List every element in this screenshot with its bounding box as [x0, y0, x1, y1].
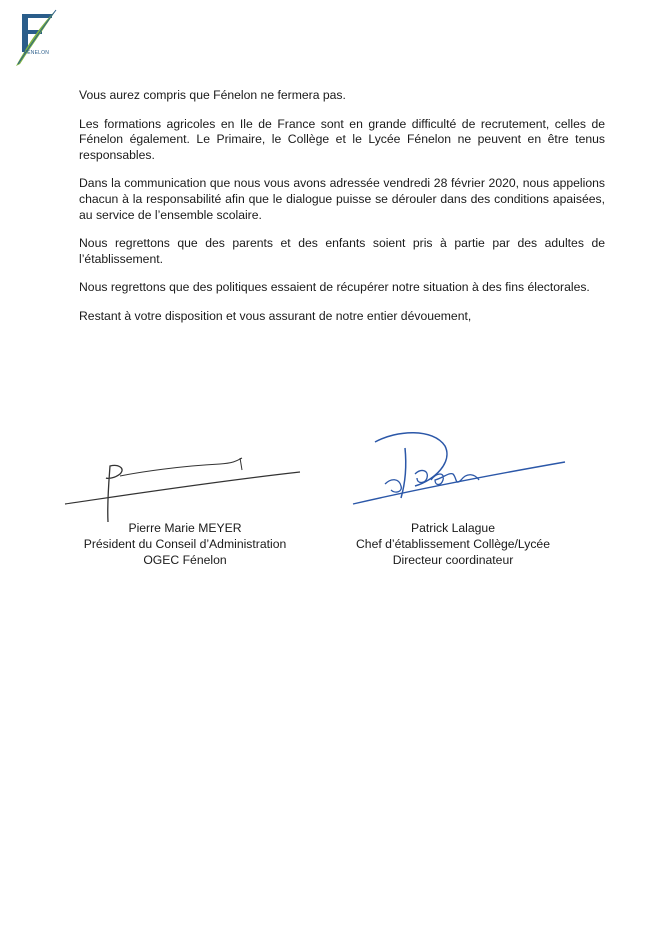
signature-lalague: [345, 428, 570, 518]
signature-meyer: [60, 452, 305, 527]
logo-text: FÉNELON: [24, 50, 50, 56]
signatory-title: Président du Conseil d’Administration: [83, 537, 287, 551]
paragraph: Vous aurez compris que Fénelon ne fermera pas.: [79, 88, 346, 102]
signatory-name: Patrick Lalague: [410, 521, 495, 535]
signatory-name: Pierre Marie MEYER: [128, 521, 242, 535]
paragraph: Nous regrettons que des politiques essaient de récupérer notre situation à des fins électorales.: [79, 280, 590, 295]
paragraph: Restant à votre disposition et vous assurant de notre entier dévouement,: [79, 308, 472, 323]
signatory-right: [343, 520, 563, 568]
signatory-title: Chef d’établissement Collège/Lycée: [356, 537, 550, 551]
paragraph: Nous regrettons que des parents et des enfants soient pris à partie par des adultes de l’établissement.: [79, 236, 605, 266]
signatory-org: OGEC Fénelon: [143, 553, 227, 567]
signatory-org: Directeur coordinateur: [392, 553, 514, 567]
paragraph: Dans la communication que nous vous avons adressée vendredi 28 février 2020, nous appelions chacun à la responsabilité afin que le dialogue puisse se dérouler dans des conditions apaisées, au service de l’ensemble scolaire.: [79, 176, 605, 222]
fenelon-logo: [12, 8, 60, 68]
signatory-left: [79, 520, 291, 568]
paragraph: Les formations agricoles en Ile de France sont en grande difficulté de recrutement, celles de Fénelon également. Le Primaire, le Collège et le Lycée Fénelon ne peuvent en être tenus responsables.: [79, 116, 605, 162]
letter-body: [79, 88, 605, 338]
